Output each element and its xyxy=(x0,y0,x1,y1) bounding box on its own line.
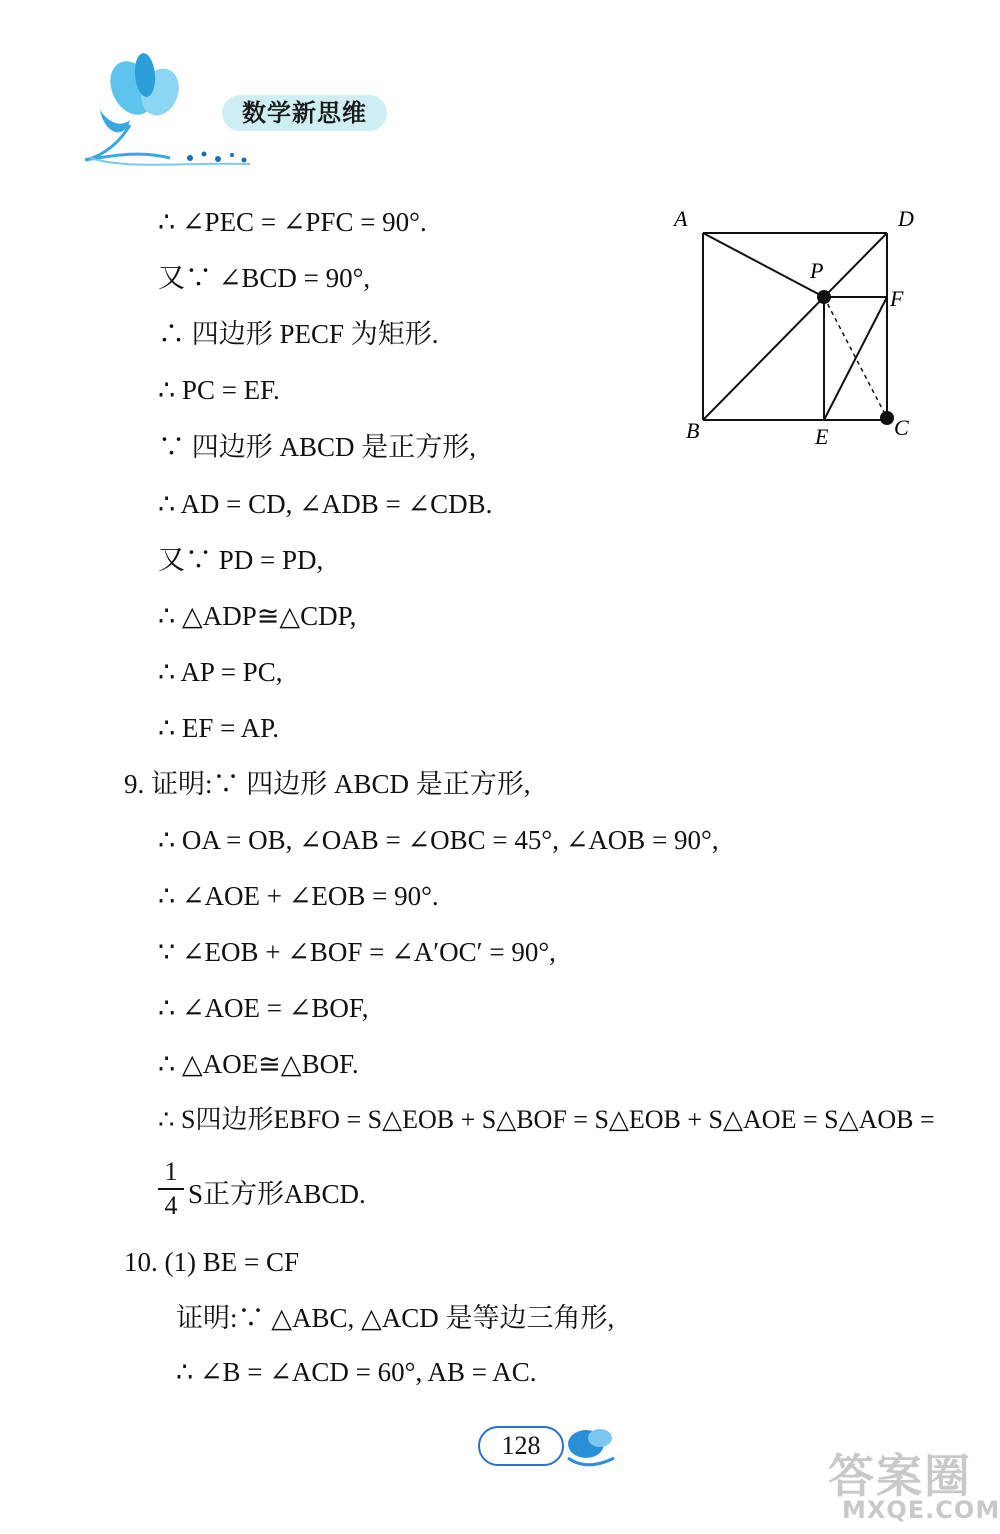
page-number: 128 xyxy=(478,1426,564,1466)
fraction-one-quarter xyxy=(158,1158,184,1220)
proof-line: 又∵ ∠BCD = 90°, xyxy=(158,263,371,293)
proof-line: 证明:∵ △ABC, △ACD 是等边三角形, xyxy=(176,1303,615,1333)
label-f: F xyxy=(890,286,904,311)
proof-line: ∴ AD = CD, ∠ADB = ∠CDB. xyxy=(158,489,493,519)
proof-line: ∴ ∠AOE = ∠BOF, xyxy=(158,993,369,1023)
watermark-url: MXQE.COM xyxy=(842,1496,1000,1524)
proof-line: ∴ △AOE≅△BOF. xyxy=(158,1049,359,1079)
area-equation-continuation: S正方形ABCD. xyxy=(188,1179,366,1209)
watermark xyxy=(820,1440,1000,1534)
fraction-denominator: 4 xyxy=(164,1191,178,1220)
problem-10-heading: 10. (1) BE = CF xyxy=(124,1247,299,1277)
proof-line: ∴ △ADP≅△CDP, xyxy=(158,601,357,631)
watermark-text: 答案圈 xyxy=(828,1449,972,1503)
label-a: A xyxy=(674,206,688,231)
proof-line: ∴ 四边形 PECF 为矩形. xyxy=(158,319,439,349)
label-c: C xyxy=(894,415,909,440)
proof-line: ∴ EF = AP. xyxy=(158,713,279,743)
book-title: 数学新思维 xyxy=(222,95,387,131)
proof-line: 又∵ PD = PD, xyxy=(158,545,324,575)
label-p: P xyxy=(810,258,824,283)
proof-line: ∴ OA = OB, ∠OAB = ∠OBC = 45°, ∠AOB = 90°, xyxy=(158,825,719,855)
square-geometry-figure xyxy=(668,200,928,460)
label-d: D xyxy=(898,206,914,231)
proof-line: ∴ ∠B = ∠ACD = 60°, AB = AC. xyxy=(176,1357,537,1387)
proof-line: ∵ 四边形 ABCD 是正方形, xyxy=(158,432,477,462)
area-equation-line: ∴ S四边形EBFO = S△EOB + S△BOF = S△EOB + S△AOE = S△AOB = xyxy=(158,1105,935,1134)
label-e: E xyxy=(815,424,829,449)
fraction-numerator: 1 xyxy=(164,1157,178,1186)
proof-line: ∴ ∠PEC = ∠PFC = 90°. xyxy=(158,207,427,237)
page-number-badge xyxy=(478,1418,618,1480)
fraction-bar xyxy=(158,1188,184,1190)
label-b: B xyxy=(686,418,700,443)
proof-line: ∴ ∠AOE + ∠EOB = 90°. xyxy=(158,881,439,911)
bird-icon xyxy=(562,1418,618,1478)
proof-line: ∵ ∠EOB + ∠BOF = ∠A′OC′ = 90°, xyxy=(158,937,556,967)
proof-line: ∴ AP = PC, xyxy=(158,657,283,687)
proof-line: ∴ PC = EF. xyxy=(158,375,280,405)
problem-9-heading: 9. 证明:∵ 四边形 ABCD 是正方形, xyxy=(124,769,531,799)
